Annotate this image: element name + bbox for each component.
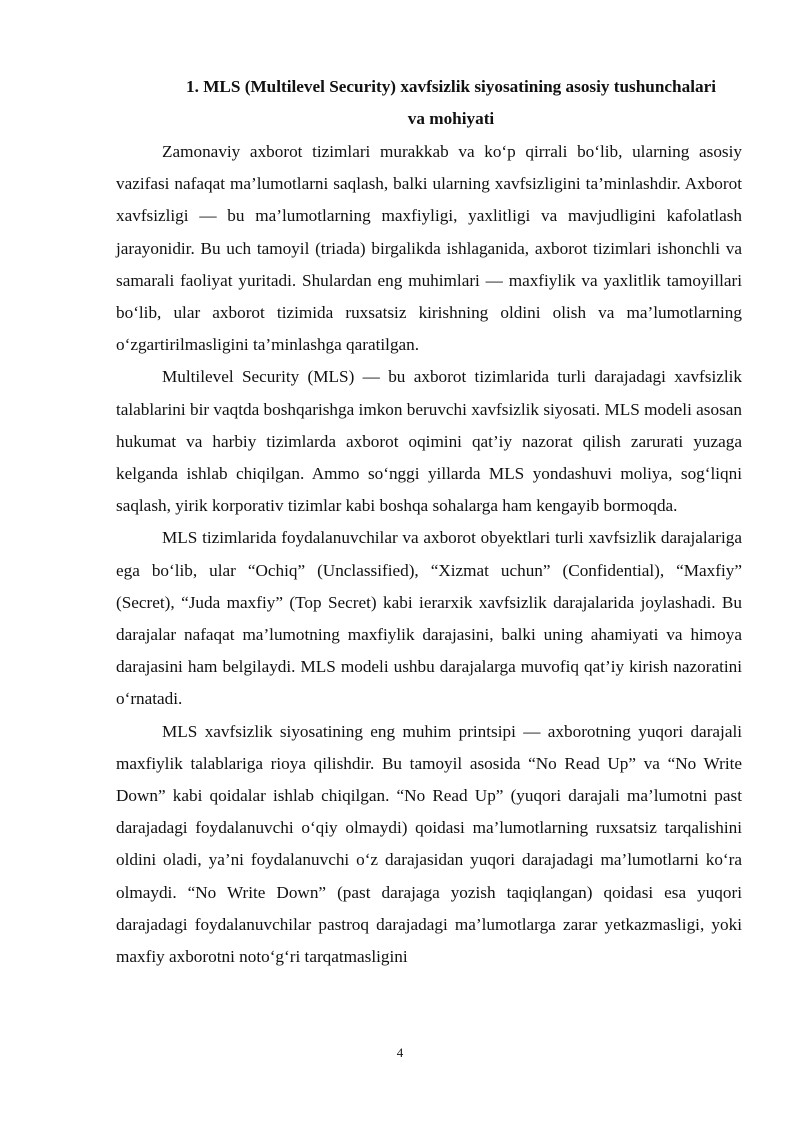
section-heading xyxy=(116,71,742,135)
section-heading-line2: va mohiyati xyxy=(407,109,495,128)
section-heading-line1: 1. MLS (Multilevel Security) xavfsizlik siyosatining asosiy tushunchalari xyxy=(186,77,716,96)
paragraph-1: Zamonaviy axborot tizimlari murakkab va ko‘p qirrali bo‘lib, ularning asosiy vazifasi nafaqat ma’lumotlarni saqlash, balki ularning xavfsizligini ta’minlashdir. Axborot xavfsizligi — bu ma’lumotlarning maxfiyligi, yaxlitligi va mavjudligini kafolatlash jarayonidir. Bu uch tamoyil (triada) birgalikda ishlaganida, axborot tizimlari ishonchli va samarali faoliyat yuritadi. Shulardan eng muhimlari — maxfiylik va yaxlitlik tamoyillari bo‘lib, ular axborot tizimida ruxsatsiz kirishning oldini olish va ma’lumotlarning o‘zgartirilmasligini ta’minlashga qaratilgan. xyxy=(116,142,742,355)
paragraph-4: MLS xavfsizlik siyosatining eng muhim printsipi — axborotning yuqori darajali maxfiylik talablariga rioya qilishdir. Bu tamoyil asosida “No Read Up” va “No Write Down” kabi qoidalar ishlab chiqilgan. “No Read Up” (yuqori darajali ma’lumotni past darajadagi foydalanuvchi o‘qiy olmaydi) qoidasi ma’lumotlarning ruxsatsiz tarqalishini oldini oladi, ya’ni foydalanuvchi o‘z darajasidan yuqori darajadagi ma’lumotlarni ko‘ra olmaydi. “No Write Down” (past darajaga yozish taqiqlangan) qoidasi esa yuqori darajadagi foydalanuvchilar pastroq darajadagi ma’lumotlarga zarar yetkazmasligi, yoki maxfiy axborotni noto‘g‘ri tarqatmasligini xyxy=(116,721,742,967)
paragraph-3: MLS tizimlarida foydalanuvchilar va axborot obyektlari turli xavfsizlik darajalariga ega bo‘lib, ular “Ochiq” (Unclassified), “Xizmat uchun” (Confidential), “Maxfiy” (Secret), “Juda maxfiy” (Top Secret) kabi ierarxik xavfsizlik darajalarida joylashadi. Bu darajalar nafaqat ma’lumotning maxfiylik darajasini, balki uning ahamiyati va himoya darajasini ham belgilaydi. MLS modeli ushbu darajalarga muvofiq qat’iy kirish nazoratini o‘rnatadi. xyxy=(116,528,742,709)
page-body xyxy=(116,71,742,973)
paragraph-2: Multilevel Security (MLS) — bu axborot tizimlarida turli darajadagi xavfsizlik talablarini bir vaqtda boshqarishga imkon beruvchi xavfsizlik siyosati. MLS modeli asosan hukumat va harbiy tizimlarda axborot oqimini qat’iy nazorat qilish zarurati yuzaga kelganda ishlab chiqilgan. Ammo so‘nggi yillarda MLS yondashuvi moliya, sog‘liqni saqlash, yirik korporativ tizimlar kabi boshqa sohalarga ham kengayib bormoqda. xyxy=(116,367,742,516)
page-number: 4 xyxy=(396,1045,404,1060)
